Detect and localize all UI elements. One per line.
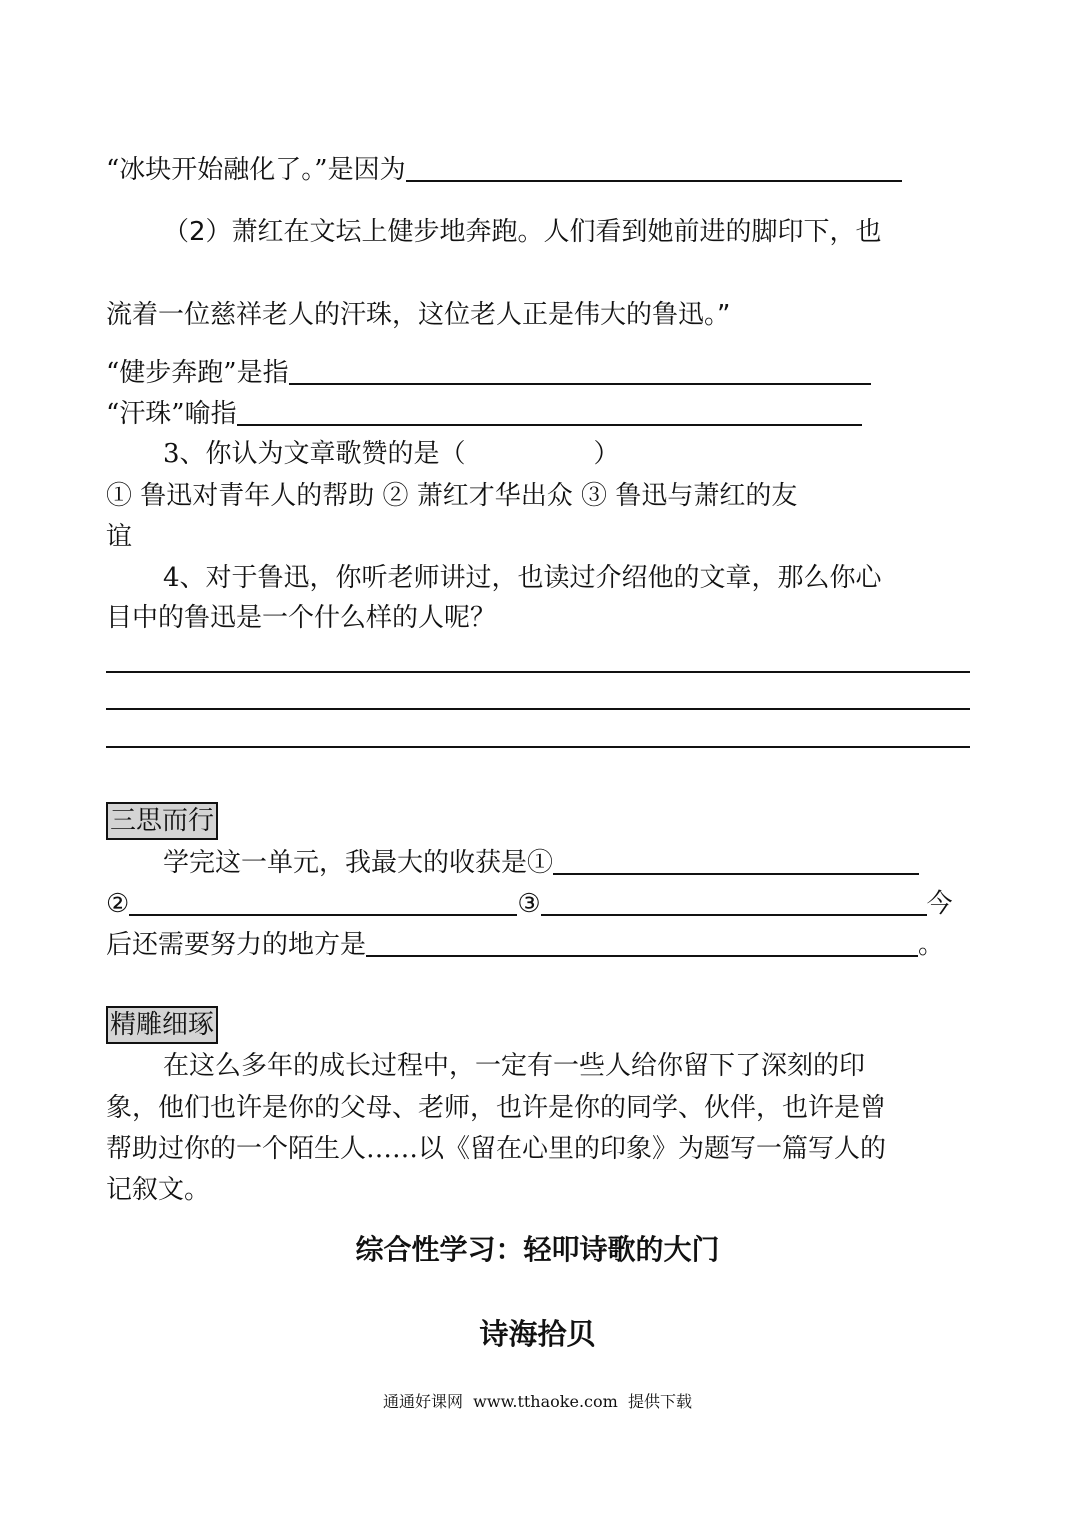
- answer-blank[interactable]: [541, 886, 927, 916]
- q3-options-line1: ① 鲁迅对青年人的帮助 ② 萧红才华出众 ③ 鲁迅与萧红的友: [106, 481, 798, 511]
- writing-heading: 精雕细琢: [106, 1006, 218, 1044]
- writing-line1: 在这么多年的成长过程中，一定有一些人给你留下了深刻的印: [163, 1051, 866, 1081]
- reflection-line2: [106, 886, 953, 922]
- q2-jianbu-label: “健步奔跑”是指: [106, 358, 289, 388]
- mark-3: ③: [517, 889, 541, 919]
- q3-close-paren: ）: [593, 439, 620, 469]
- q3-options-line2: 谊: [106, 522, 133, 552]
- reflection-line3-end: 。: [918, 930, 945, 960]
- answer-blank[interactable]: [289, 355, 871, 385]
- reflection-line2-tail: 今: [926, 889, 953, 919]
- answer-blank[interactable]: [237, 396, 862, 426]
- reflection-heading: 三思而行: [106, 802, 218, 840]
- answer-blank[interactable]: [553, 845, 919, 875]
- page-footer: 通通好课网 www.tthaoke.com 提供下载: [383, 1392, 692, 1411]
- writing-line3: 帮助过你的一个陌生人……以《留在心里的印象》为题写一篇写人的: [106, 1134, 887, 1164]
- reflection-line3: [106, 927, 944, 963]
- q4-line1: 4、对于鲁迅，你听老师讲过，也读过介绍他的文章，那么你心: [163, 563, 882, 593]
- answer-blank[interactable]: [129, 886, 517, 916]
- q4-line2: 目中的鲁迅是一个什么样的人呢？: [106, 603, 497, 633]
- subsection-title: 诗海拾贝: [479, 1317, 596, 1351]
- reflection-line1: [163, 845, 919, 881]
- q3-question-line: [163, 436, 620, 472]
- writing-line2: 象，他们也许是你的父母、老师，也许是你的同学、伙伴，也许是曾: [106, 1093, 887, 1123]
- reflection-line3-label: 后还需要努力的地方是: [106, 930, 367, 960]
- section-title: 综合性学习：轻叩诗歌的大门: [355, 1233, 720, 1266]
- answer-blank[interactable]: [406, 152, 902, 182]
- q2-item2-line1: （2）萧红在文坛上健步地奔跑。人们看到她前进的脚印下，也: [163, 217, 882, 247]
- q2-hanzhu-label: “汗珠”喻指: [106, 399, 237, 429]
- answer-blank[interactable]: [366, 927, 918, 957]
- mark-2: ②: [106, 889, 130, 919]
- writing-line4: 记叙文。: [106, 1175, 211, 1205]
- q2-hanzhu-line: [106, 396, 862, 432]
- answer-line[interactable]: [106, 746, 970, 748]
- answer-line[interactable]: [106, 671, 970, 673]
- q2-jianbu-line: [106, 355, 871, 391]
- q2-reason-label: “冰块开始融化了。”是因为: [106, 155, 406, 185]
- reflection-prompt: 学完这一单元，我最大的收获是①: [163, 848, 554, 878]
- q2-reason-line: [106, 152, 902, 188]
- answer-line[interactable]: [106, 708, 970, 710]
- q2-item2-line2: 流着一位慈祥老人的汗珠，这位老人正是伟大的鲁迅。”: [106, 300, 731, 330]
- q3-question: 3、你认为文章歌赞的是（: [163, 439, 466, 469]
